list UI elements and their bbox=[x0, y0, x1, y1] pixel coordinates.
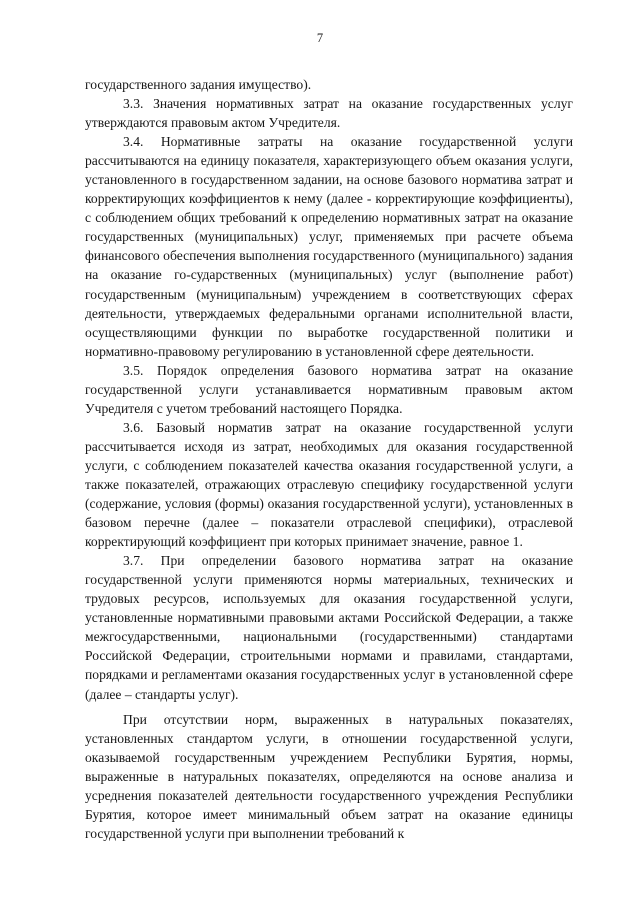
paragraph-3-5: 3.5. Порядок определения базового норматива затрат на оказание государственной услуги устанавливается нормативным правовым актом Учредителя с учетом требований настоящего Порядка. bbox=[85, 362, 573, 416]
document-body bbox=[85, 75, 573, 843]
paragraph-3-6: 3.6. Базовый норматив затрат на оказание государственной услуги рассчитывается исходя из затрат, необходимых для оказания государственной услуги, с соблюдением показателей качества оказания государственной услуги, а также показателей, отражающих отраслевую специфику государственной услуги (содержание, условия (формы) оказания государственной услуги), установленных в базовом перечне (далее – показатели отраслевой специфики), отраслевой корректирующий коэффициент при которых принимает значение, равное 1. bbox=[85, 419, 573, 550]
paragraph-norms-absence: При отсутствии норм, выраженных в натуральных показателях, установленных стандартом услуги, в отношении государственной услуги, оказываемой государственным учреждением Республики Бурятия, нормы, выраженные в натуральных показателях, определяются на основе анализа и усреднения показателей деятельности государственного учреждения Республики Бурятия, которое имеет минимальный объем затрат на оказание единицы государственной услуги при выполнении требований к bbox=[85, 711, 573, 841]
paragraph-3-4: 3.4. Нормативные затраты на оказание государственной услуги рассчитываются на единицу показателя, характеризующего объем оказания услуги, установленного в государственном задании, на основе базового норматива затрат и корректирующих коэффициентов к нему (далее - корректирующие коэффициенты), с соблюдением общих требований к определению нормативных затрат на оказание государственных (муниципальных) услуг, применяемых при расчете объема финансового обеспечения выполнения государственного (муниципального) задания на оказание го-сударственных (муниципальных) услуг (выполнение работ) государственным (муниципальным) учреждением в соответствующих сферах деятельности, утверждаемых федеральными органами исполнительной власти, осуществляющими функции по выработке государственной политики и нормативно-правовому регулированию в установленной сфере деятельности. bbox=[85, 134, 573, 359]
paragraph-3-7: 3.7. При определении базового норматива затрат на оказание государственной услуги применяются нормы материальных, технических и трудовых ресурсов, используемых для оказания государственной услуги, установленные нормативными правовыми актами Российской Федерации, а также межгосударственными, национальными (государственными) стандартами Российской Федерации, строительными нормами и правилами, стандартами, порядками и регламентами оказания государственных услуг в установленной сфере (далее – стандарты услуг). bbox=[85, 553, 573, 702]
paragraph-3-3: 3.3. Значения нормативных затрат на оказание государственных услуг утверждаются правовым актом Учредителя. bbox=[85, 96, 573, 131]
page-number: 7 bbox=[316, 31, 324, 45]
paragraph-continuation: государственного задания имущество). bbox=[85, 77, 312, 92]
